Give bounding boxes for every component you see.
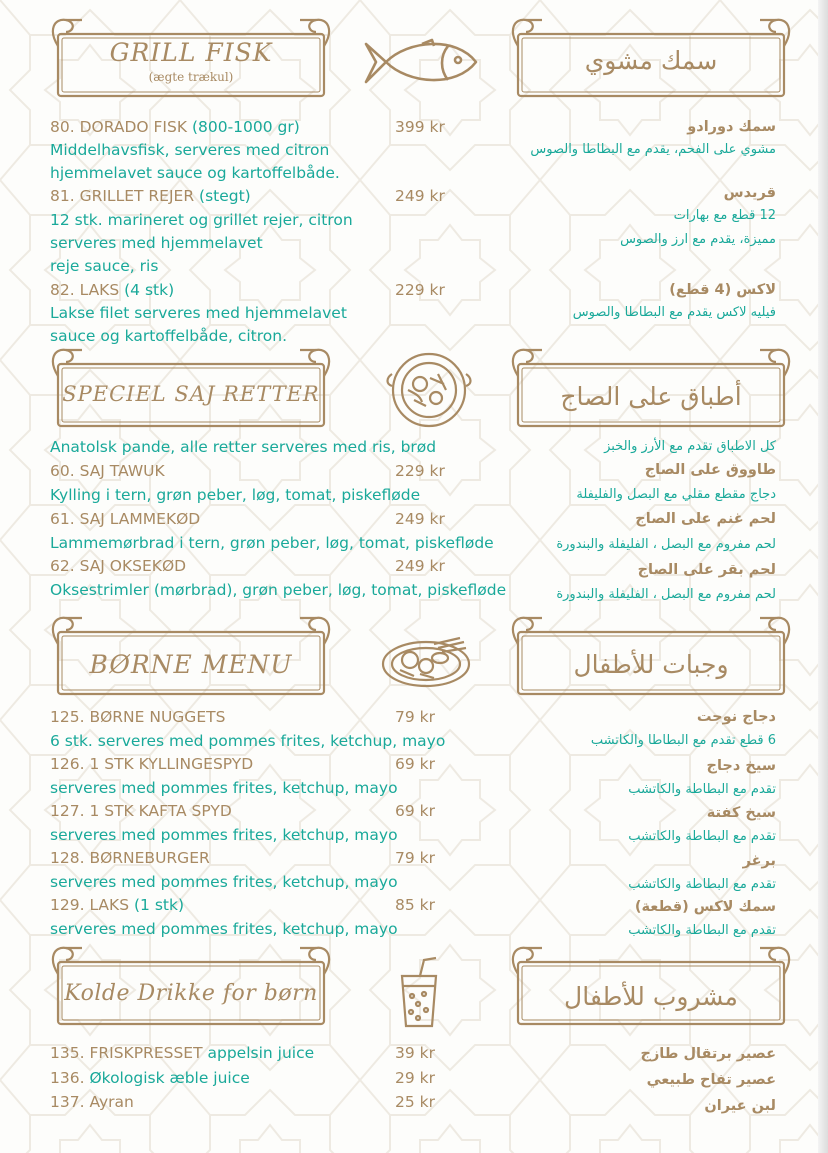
menu-item-129	[50, 895, 184, 915]
item-description: hjemmelavet sauce og kartoffelbåde.	[50, 164, 340, 182]
item-name: 137. Ayran	[50, 1093, 134, 1111]
item-detail: Økologisk æble juice	[89, 1069, 250, 1087]
banner-kids-ar	[510, 614, 792, 700]
section-title-ar: مشروب للأطفال	[564, 982, 738, 1011]
page-edge-shadow	[818, 0, 828, 1153]
item-quantity: (4 stk)	[124, 281, 175, 299]
menu-item-81	[50, 186, 251, 206]
item-price: 29 kr	[395, 1069, 435, 1087]
item-description: Kylling i tern, grøn peber, løg, tomat, piskefløde	[50, 486, 421, 504]
item-description: Lammemørbrad i tern, grøn peber, løg, tomat, piskefløde	[50, 534, 494, 552]
ar-item-name: لحم بقر على الصاج	[637, 562, 776, 578]
ar-item-name: لاكس (4 قطع)	[669, 282, 776, 298]
item-description: Middelhavsfisk, serveres med citron	[50, 141, 330, 159]
menu-item-126: 126. 1 STK KYLLINGESPYD	[50, 755, 254, 773]
item-price: 229 kr	[395, 462, 445, 480]
item-description: sauce og kartoffelbåde, citron.	[50, 327, 288, 345]
ar-item-name: سمك لاكس (قطعة)	[634, 899, 776, 915]
section-intro: Anatolsk pande, alle retter serveres med ris, brød	[50, 438, 437, 456]
item-description: serveres med pommes frites, ketchup, mayo	[50, 873, 398, 891]
item-name: 81. GRILLET REJER	[50, 187, 195, 205]
ar-item-description: فيليه لاكس يقدم مع البطاطا والصوس	[572, 305, 776, 320]
banner-grill-ar	[510, 16, 792, 102]
item-description: serveres med pommes frites, ketchup, mayo	[50, 779, 398, 797]
ar-item-description: لحم مفروم مع البصل ، الفليفلة والبندورة	[556, 537, 776, 552]
item-quantity: (1 stk)	[133, 896, 184, 914]
ar-item-description: تقدم مع البطاطة والكاتشب	[628, 923, 776, 938]
section-title-ar: أطباق على الصاج	[560, 382, 742, 411]
item-price: 69 kr	[395, 802, 435, 820]
item-price: 79 kr	[395, 708, 435, 726]
ar-item-name: سيخ كفتة	[706, 805, 776, 821]
menu-item-136	[50, 1068, 250, 1088]
item-price: 249 kr	[395, 187, 445, 205]
ar-item-name: سمك دورادو	[687, 119, 776, 135]
section-subtitle-da: (ægte trækul)	[148, 70, 234, 84]
item-price: 249 kr	[395, 557, 445, 575]
item-description: 12 stk. marineret og grillet rejer, citron	[50, 211, 353, 229]
menu-item-61: 61. SAJ LAMMEKØD	[50, 510, 201, 528]
fish-icon	[362, 38, 480, 90]
section-title-da: Kolde Drikke for børn	[64, 981, 318, 1006]
ar-item-name: عصير تفاح طبيعي	[646, 1072, 776, 1088]
ar-item-name: لبن عيران	[704, 1098, 776, 1114]
ar-item-name: سيخ دجاج	[706, 758, 776, 774]
item-price: 399 kr	[395, 118, 445, 136]
item-description: serveres med pommes frites, ketchup, mayo	[50, 826, 398, 844]
section-title-da: BØRNE MENU	[89, 650, 293, 679]
section-title-ar: سمك مشوي	[584, 46, 718, 75]
item-description: Oksestrimler (mørbrad), grøn peber, løg, tomat, piskefløde	[50, 581, 507, 599]
ar-item-description: تقدم مع البطاطة والكاتشب	[628, 877, 776, 892]
item-name: 135. FRISKPRESSET	[50, 1044, 203, 1062]
menu-item-62: 62. SAJ OKSEKØD	[50, 557, 187, 575]
section-title-da: GRILL FISK	[109, 38, 273, 67]
item-price: 85 kr	[395, 896, 435, 914]
section-title-da: SPECIEL SAJ RETTER	[62, 382, 320, 406]
ar-item-description: تقدم مع البطاطة والكاتشب	[628, 829, 776, 844]
section-title-ar: وجبات للأطفال	[573, 650, 729, 679]
menu-item-137	[50, 1092, 134, 1112]
ar-item-name: دجاج نوجت	[696, 709, 776, 725]
ar-item-description: لحم مفروم مع البصل ، الفليفلة والبندورة	[556, 587, 776, 602]
item-description: serveres med pommes frites, ketchup, mayo	[50, 920, 398, 938]
item-description: serveres med hjemmelavet	[50, 234, 263, 252]
plate-icon	[380, 632, 472, 690]
item-name: 82. LAKS	[50, 281, 120, 299]
item-note: (stegt)	[199, 187, 251, 205]
menu-item-82	[50, 280, 174, 300]
menu-item-80	[50, 117, 300, 137]
ar-item-description: مميزة، يقدم مع ارز والصوس	[620, 232, 776, 247]
item-name: 136.	[50, 1069, 85, 1087]
ar-item-description: مشوي على الفحم، يقدم مع البطاطا والصوس	[530, 142, 776, 157]
item-price: 39 kr	[395, 1044, 435, 1062]
banner-drinks-ar	[510, 944, 792, 1030]
item-price: 229 kr	[395, 281, 445, 299]
banner-saj	[50, 346, 332, 432]
ar-item-description: تقدم مع البطاطة والكاتشب	[628, 782, 776, 797]
ar-item-name: قريدس	[723, 185, 776, 201]
menu-item-125: 125. BØRNE NUGGETS	[50, 708, 226, 726]
item-price: 249 kr	[395, 510, 445, 528]
item-description: reje sauce, ris	[50, 257, 159, 275]
banner-grill-fisk	[50, 16, 332, 102]
item-price: 69 kr	[395, 755, 435, 773]
banner-borne-menu	[50, 614, 332, 700]
ar-item-name: برغر	[742, 853, 776, 869]
banner-saj-ar	[510, 346, 792, 432]
menu-item-135	[50, 1043, 314, 1063]
ar-item-description: 6 قطع تقدم مع البطاطا والكاتشب	[590, 733, 776, 748]
item-price: 25 kr	[395, 1093, 435, 1111]
item-weight: (800-1000 gr)	[191, 118, 300, 136]
ar-item-description: دجاج مقطع مقلي مع البصل والفليفلة	[576, 487, 776, 502]
ar-section-intro: كل الاطباق تقدم مع الأرز والخبز	[604, 439, 776, 454]
item-price: 79 kr	[395, 849, 435, 867]
ar-item-name: لحم غنم على الصاج	[635, 511, 776, 527]
menu-item-128: 128. BØRNEBURGER	[50, 849, 210, 867]
bowl-icon	[386, 344, 472, 432]
item-description: 6 stk. serveres med pommes frites, ketchup, mayo	[50, 732, 446, 750]
ar-item-description: 12 قطع مع بهارات	[673, 208, 776, 223]
banner-kolde-drikke	[50, 944, 332, 1030]
ar-item-name: عصير برتقال طازج	[640, 1046, 776, 1062]
menu-item-127: 127. 1 STK KAFTA SPYD	[50, 802, 232, 820]
item-name: 129. LAKS	[50, 896, 130, 914]
drink-cup-icon	[398, 956, 440, 1030]
item-description: Lakse filet serveres med hjemmelavet	[50, 304, 347, 322]
item-detail: appelsin juice	[207, 1044, 315, 1062]
menu-item-60: 60. SAJ TAWUK	[50, 462, 165, 480]
ar-item-name: طاووق على الصاج	[644, 462, 776, 478]
item-name: 80. DORADO FISK	[50, 118, 188, 136]
